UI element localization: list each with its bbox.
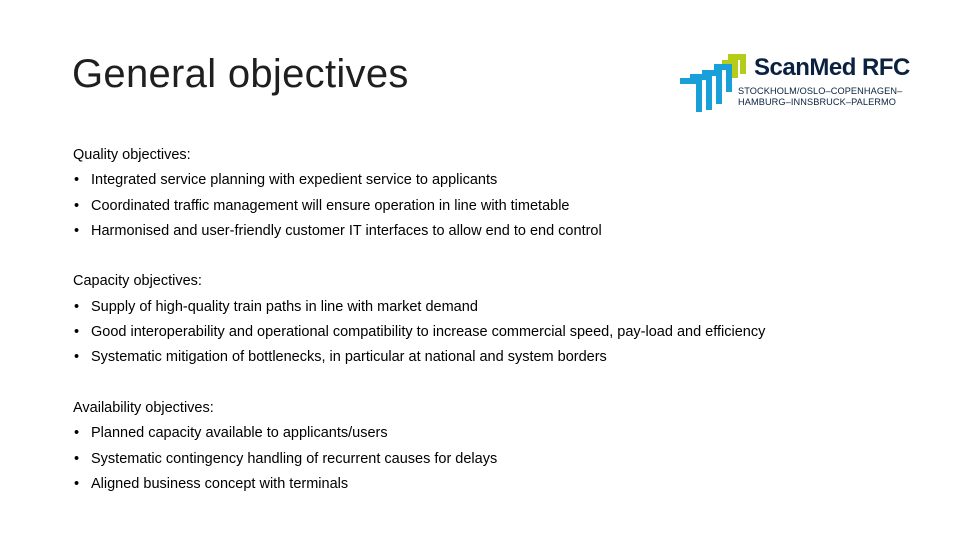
bullet-list [73,295,933,371]
logo-subtitle-line-2: HAMBURG–INNSBRUCK–PALERMO [738,97,897,107]
slide-title: General objectives [72,52,409,96]
list-item: • Planned capacity available to applicants/users [73,421,933,446]
logo-subtitle [738,86,902,108]
availability-objectives-section [73,396,933,497]
list-item: • Integrated service planning with expedient service to applicants [73,168,933,193]
logo-subtitle-line-1: STOCKHOLM/OSLO–COPENHAGEN– [738,86,903,96]
bullet-list [73,168,933,244]
bullet-list [73,421,933,497]
list-item: • Aligned business concept with terminals [73,472,933,497]
list-item: • Systematic contingency handling of recurrent causes for delays [73,447,933,472]
list-item: • Good interoperability and operational compatibility to increase commercial speed, pay-load and efficiency [73,320,933,345]
list-item: • Harmonised and user-friendly customer IT interfaces to allow end to end control [73,219,933,244]
quality-objectives-section [73,143,933,244]
objectives-content [73,143,933,522]
list-item: • Systematic mitigation of bottlenecks, in particular at national and system borders [73,345,933,370]
list-item: • Coordinated traffic management will ensure operation in line with timetable [73,194,933,219]
section-heading: Capacity objectives: [73,273,202,290]
section-heading: Quality objectives: [73,147,191,163]
section-heading: Availability objectives: [73,399,214,416]
scanmed-rfc-logo [680,52,920,114]
logo-name: ScanMed RFC [754,54,910,81]
capacity-objectives-section [73,269,933,370]
list-item: • Supply of high-quality train paths in line with market demand [73,295,933,320]
